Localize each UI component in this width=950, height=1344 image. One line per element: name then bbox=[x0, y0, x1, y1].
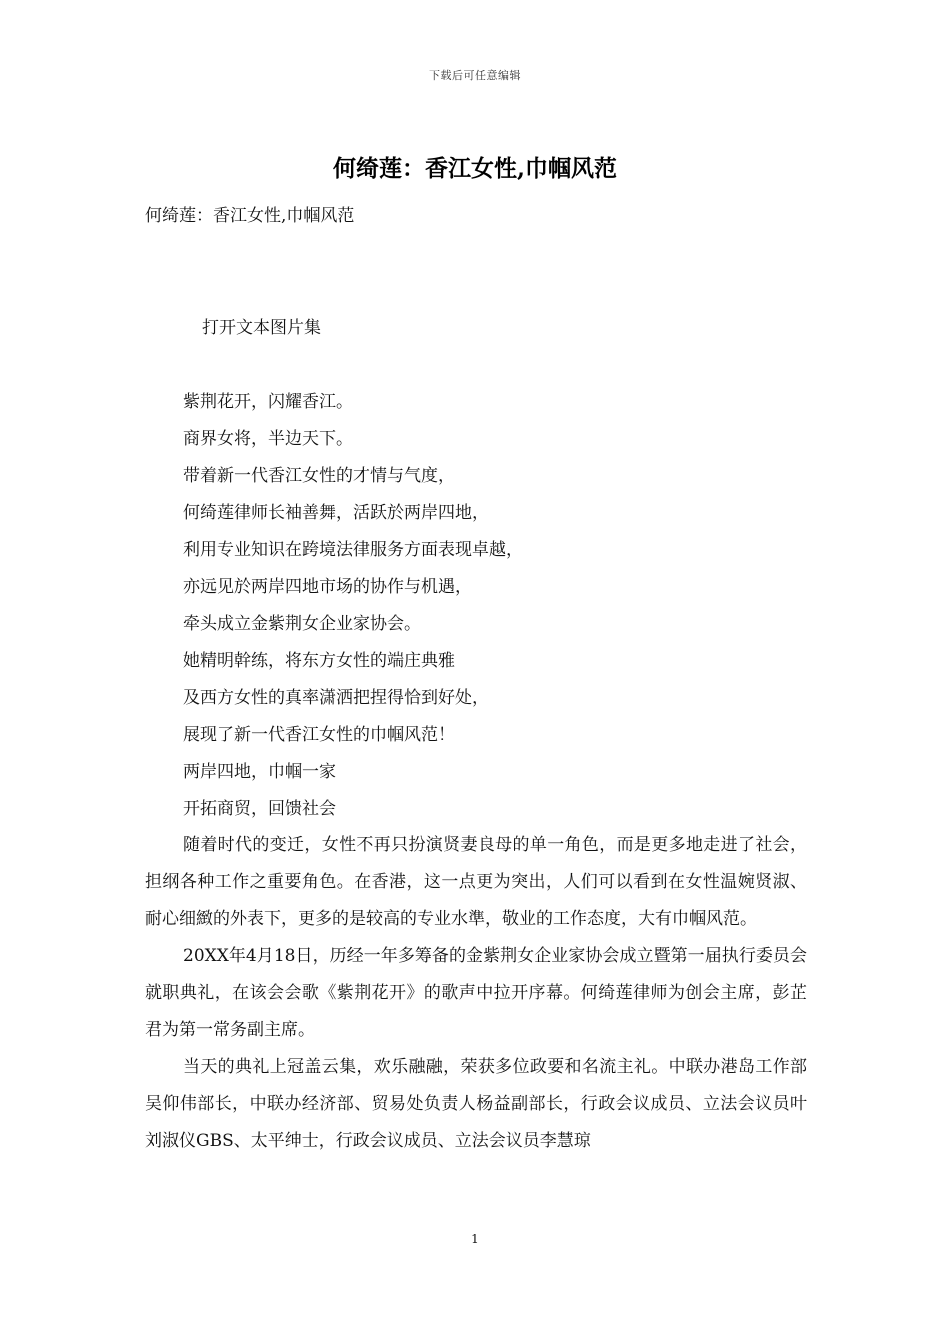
poem-line: 何绮莲律师长袖善舞，活跃於两岸四地， bbox=[183, 503, 489, 523]
header-note: 下载后可任意编辑 bbox=[429, 69, 521, 82]
article-title: 何绮莲：香江女性,巾帼风范 bbox=[332, 155, 617, 182]
poem-line: 展现了新一代香江女性的巾帼风范！ bbox=[183, 725, 455, 745]
paragraph: 随着时代的变迁，女性不再只扮演贤妻良母的单一角色，而是更多地走进了社会，担纲各种工作之重要角色。在香港，这一点更为突出，人们可以看到在女性温婉贤淑、耐心细緻的外表下，更多的是较高的专业水準，敬业的工作态度，大有巾帼风范。 bbox=[145, 835, 807, 929]
page-number: 1 bbox=[471, 1232, 479, 1246]
poem-line: 商界女将，半边天下。 bbox=[183, 429, 353, 449]
poem-line: 她精明幹练，将东方女性的端庄典雅 bbox=[183, 651, 455, 671]
poem-lines bbox=[183, 384, 523, 828]
poem-line: 及西方女性的真率潇洒把捏得恰到好处， bbox=[183, 688, 489, 708]
article-subtitle: 何绮莲：香江女性,巾帼风范 bbox=[145, 206, 355, 226]
poem-line: 带着新一代香江女性的才情与气度， bbox=[183, 466, 455, 486]
paragraph: 20XX年4月18日，历经一年多筹备的金紫荆女企业家协会成立暨第一届执行委员会就职典礼，在该会会歌《紫荆花开》的歌声中拉开序幕。何绮莲律师为创会主席，彭芷君为第一常务副主席。 bbox=[145, 946, 807, 1040]
poem-line: 牵头成立金紫荆女企业家协会。 bbox=[183, 614, 421, 634]
open-image-gallery-link[interactable]: 打开文本图片集 bbox=[202, 318, 321, 338]
poem-line: 两岸四地，巾帼一家 bbox=[183, 762, 336, 782]
body-text bbox=[145, 827, 807, 1160]
paragraph: 当天的典礼上冠盖云集，欢乐融融，荣获多位政要和名流主礼。中联办港岛工作部吴仰伟部长，中联办经济部、贸易处负责人杨益副部长，行政会议成员、立法会议员叶刘淑仪GBS、太平绅士，行政会议成员、立法会议员李慧琼 bbox=[145, 1057, 807, 1151]
poem-line: 亦远见於两岸四地市场的协作与机遇， bbox=[183, 577, 472, 597]
poem-line: 紫荆花开，闪耀香江。 bbox=[183, 392, 353, 412]
poem-line: 开拓商贸，回馈社会 bbox=[183, 799, 336, 819]
poem-line: 利用专业知识在跨境法律服务方面表现卓越， bbox=[183, 540, 523, 560]
